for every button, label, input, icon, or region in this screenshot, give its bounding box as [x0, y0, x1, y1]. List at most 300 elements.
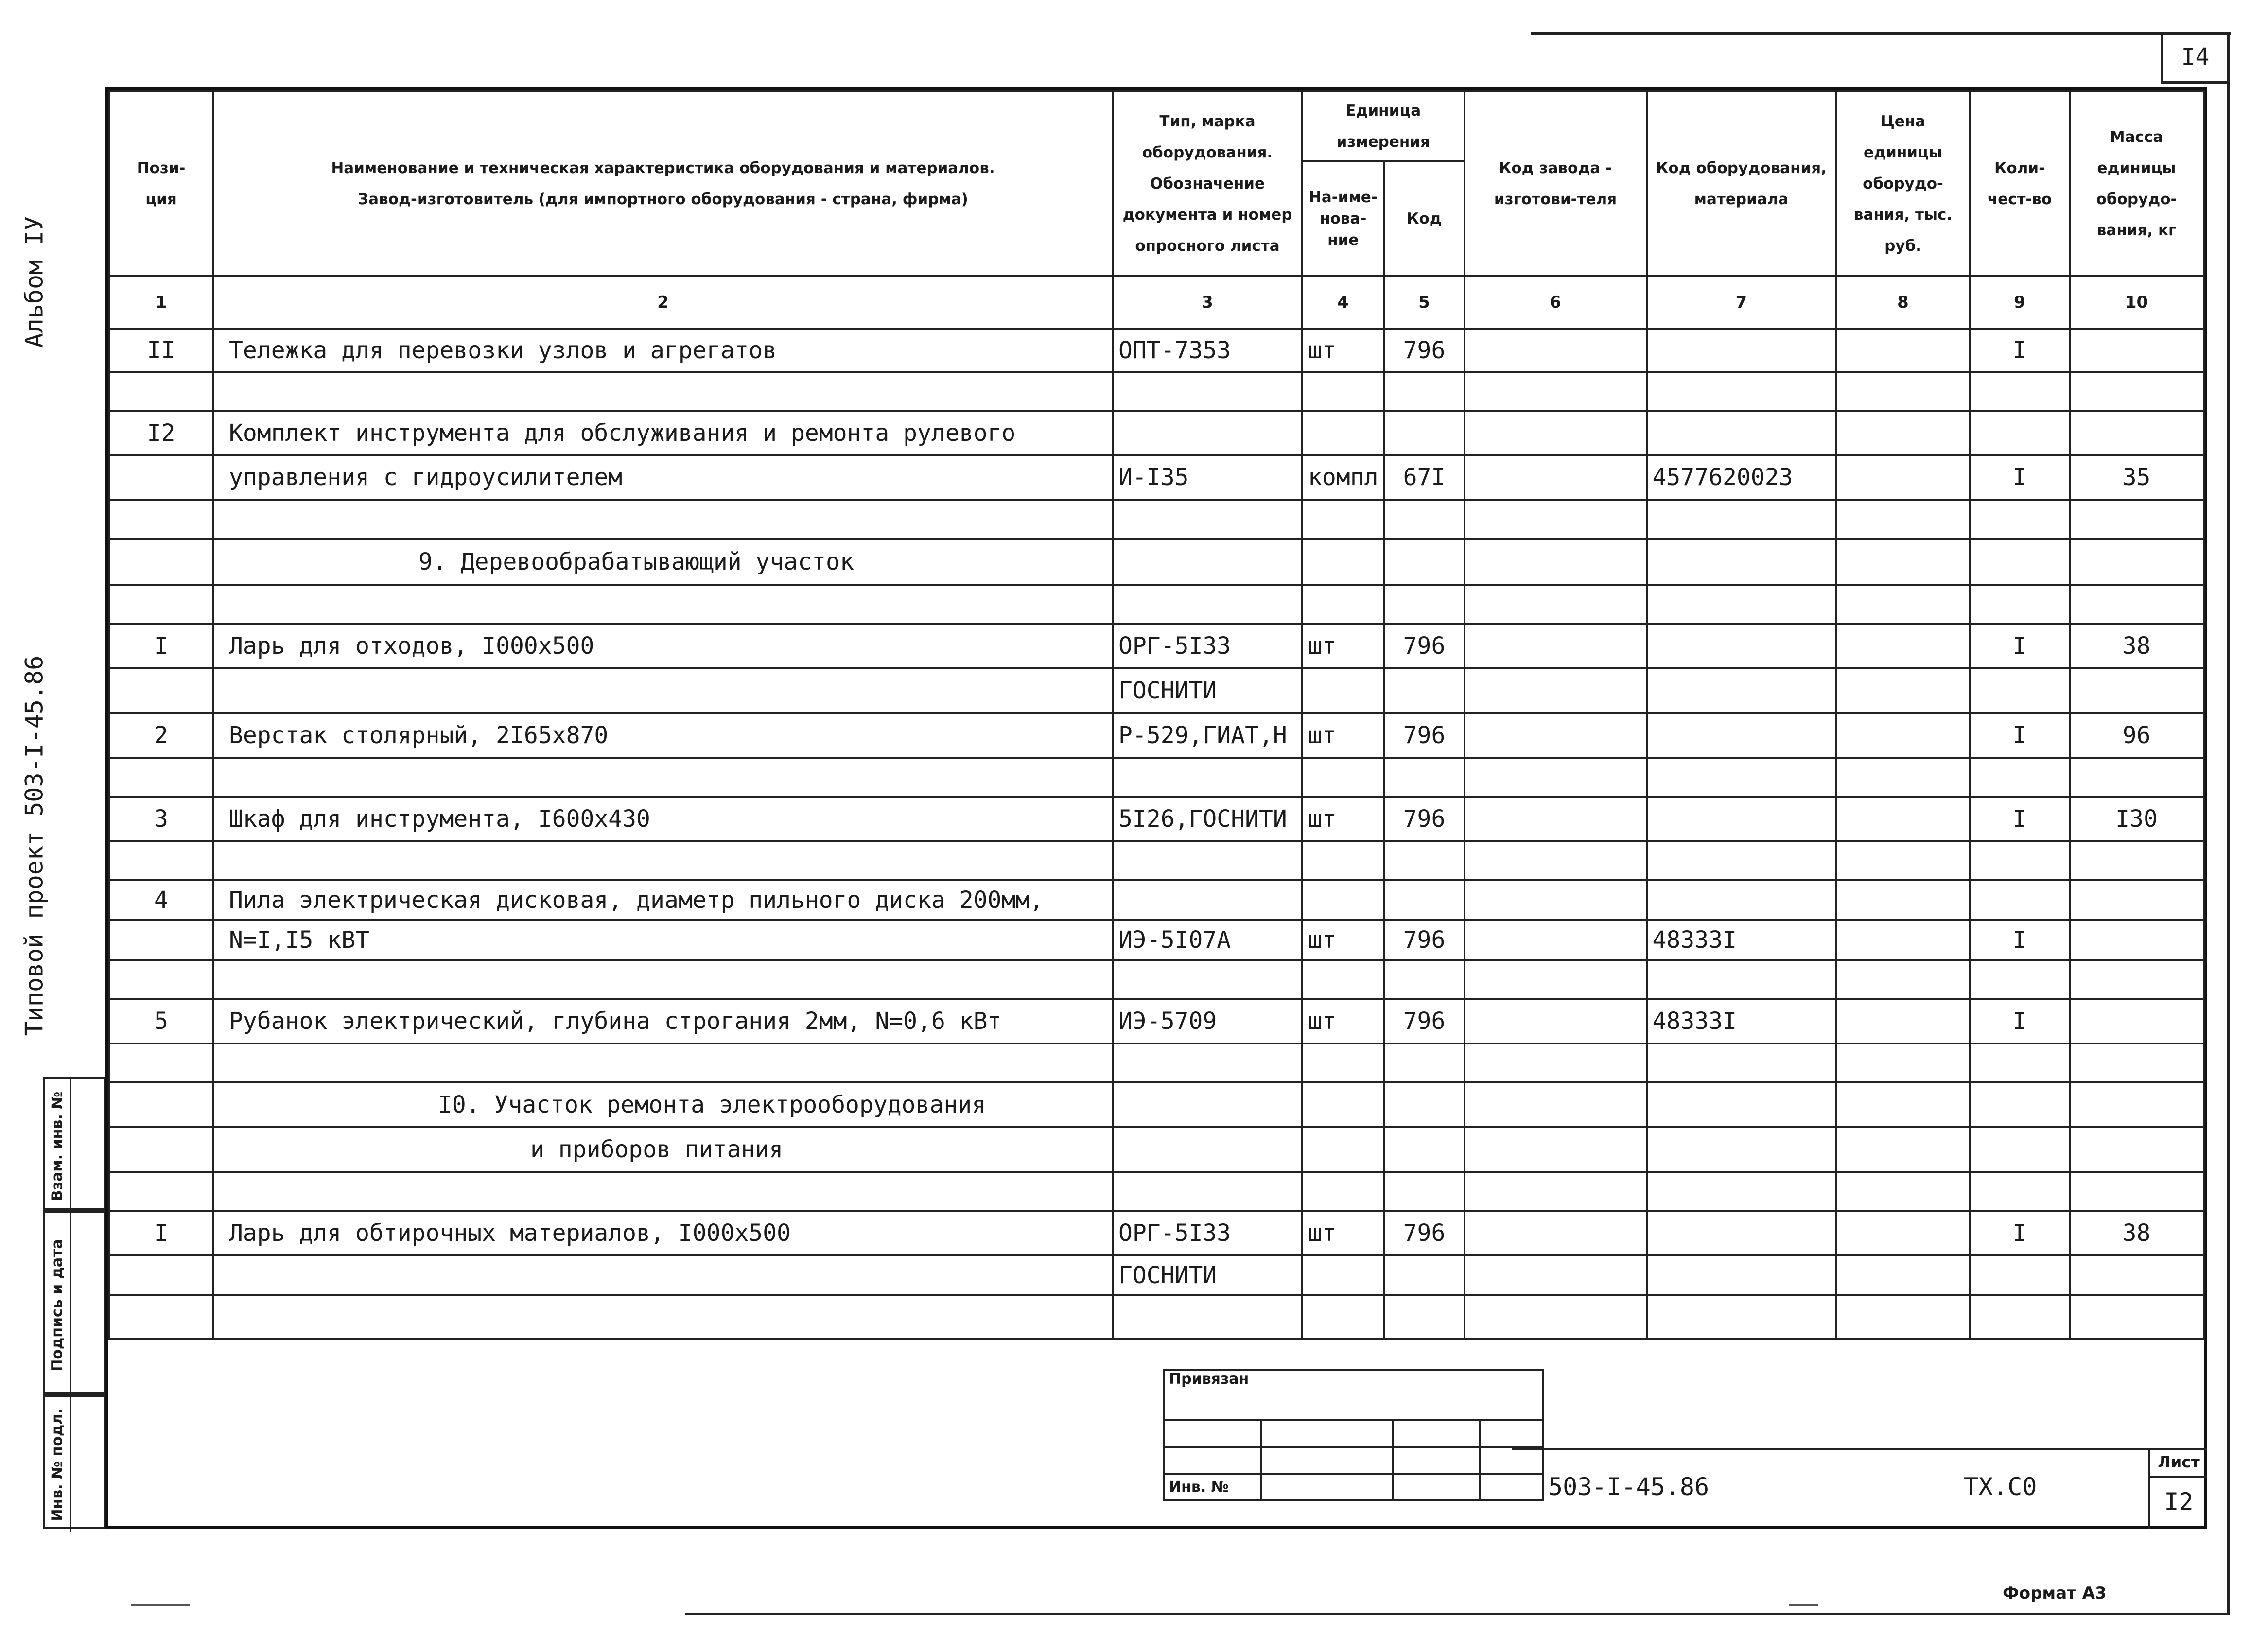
cell-unit-name: шт — [1302, 797, 1384, 841]
cell-mass — [2070, 1082, 2204, 1127]
cell-mass: 38 — [2070, 1211, 2204, 1255]
cell-quantity — [1970, 668, 2070, 713]
cell-material-code — [1647, 960, 1836, 999]
cell-quantity — [1970, 372, 2070, 411]
cell-position — [109, 1127, 213, 1172]
cell-unit-name: шт — [1302, 1211, 1384, 1255]
corner-sheet-number: I4 — [2161, 32, 2227, 84]
cell-mass — [2070, 758, 2204, 797]
cell-price — [1836, 797, 1970, 841]
cell-unit-code — [1384, 1044, 1465, 1082]
cell-unit-code — [1384, 880, 1465, 920]
cell-price — [1836, 999, 1970, 1044]
cell-type-mark — [1113, 1295, 1302, 1339]
table-row — [109, 539, 2204, 585]
cell-position — [109, 920, 213, 960]
frame-right-line — [2227, 32, 2230, 1615]
table-row — [109, 668, 2204, 713]
header-name-line2: Завод-изготовитель (для импортного оборудования - страна, фирма) — [358, 190, 968, 208]
format-label: Формат А3 — [2003, 1584, 2107, 1603]
cell-quantity — [1970, 411, 2070, 455]
cell-mass — [2070, 841, 2204, 880]
cell-unit-code — [1384, 1172, 1465, 1211]
title-top-line — [1512, 1448, 2207, 1450]
cell-plant-code — [1465, 713, 1647, 758]
cell-quantity: I — [1970, 999, 2070, 1044]
bottom-dash-2 — [1789, 1604, 1818, 1606]
cell-quantity: I — [1970, 797, 2070, 841]
cell-unit-code: 796 — [1384, 920, 1465, 960]
cell-name: 9. Деревообрабатывающий участок — [213, 539, 1113, 585]
header-material-code: Код оборудования, материала — [1647, 91, 1836, 276]
cell-unit-name — [1302, 411, 1384, 455]
cell-name: и приборов питания — [213, 1127, 1113, 1172]
cell-unit-name — [1302, 1127, 1384, 1172]
cell-unit-code: 796 — [1384, 999, 1465, 1044]
cell-position — [109, 500, 213, 539]
cell-unit-name — [1302, 758, 1384, 797]
cell-name: N=I,I5 кВТ — [213, 920, 1113, 960]
cell-mass: 35 — [2070, 455, 2204, 500]
cell-type-mark — [1113, 1127, 1302, 1172]
cell-type-mark: 5I26,ГОСНИТИ — [1113, 797, 1302, 841]
project-label: Типовой проект 503-I-45.86 — [20, 655, 49, 1036]
stamp-label-signature-date: Подпись и дата — [49, 1238, 66, 1372]
cell-unit-code: 67I — [1384, 455, 1465, 500]
cell-type-mark — [1113, 372, 1302, 411]
cell-type-mark: ИЭ-5I07А — [1113, 920, 1302, 960]
cell-quantity — [1970, 880, 2070, 920]
cell-material-code: 48333I — [1647, 920, 1836, 960]
cell-quantity: I — [1970, 713, 2070, 758]
cell-unit-name: шт — [1302, 999, 1384, 1044]
cell-mass — [2070, 411, 2204, 455]
cell-name: Тележка для перевозки узлов и агрегатов — [213, 329, 1113, 372]
cell-quantity: I — [1970, 329, 2070, 372]
header-unit-code: Код — [1384, 161, 1465, 276]
cell-price — [1836, 920, 1970, 960]
header-mass: Масса единицы оборудо-вания, кг — [2070, 91, 2204, 276]
table-row — [109, 758, 2204, 797]
cell-material-code: 48333I — [1647, 999, 1836, 1044]
cell-type-mark — [1113, 500, 1302, 539]
cell-name: I0. Участок ремонта электрооборудования — [213, 1082, 1113, 1127]
cell-quantity — [1970, 500, 2070, 539]
cell-quantity: I — [1970, 624, 2070, 668]
cell-plant-code — [1465, 668, 1647, 713]
cell-unit-code — [1384, 668, 1465, 713]
cell-material-code — [1647, 841, 1836, 880]
table-row — [109, 1127, 2204, 1172]
cell-unit-name — [1302, 880, 1384, 920]
cell-plant-code — [1465, 758, 1647, 797]
cell-material-code — [1647, 880, 1836, 920]
cell-name — [213, 758, 1113, 797]
cell-material-code — [1647, 500, 1836, 539]
cell-name — [213, 668, 1113, 713]
project-label-box — [15, 655, 53, 1036]
cell-unit-name: шт — [1302, 920, 1384, 960]
table-row — [109, 1211, 2204, 1255]
cell-plant-code — [1465, 1082, 1647, 1127]
cell-quantity: I — [1970, 455, 2070, 500]
header-quantity: Коли-чест-во — [1970, 91, 2070, 276]
cell-quantity — [1970, 758, 2070, 797]
cell-unit-code — [1384, 1127, 1465, 1172]
cell-position: II — [109, 329, 213, 372]
stamp-box-original-inv — [43, 1395, 106, 1529]
cell-name — [213, 960, 1113, 999]
cell-name: Комплект инструмента для обслуживания и ремонта рулевого — [213, 411, 1113, 455]
cell-price — [1836, 841, 1970, 880]
cell-price — [1836, 960, 1970, 999]
cell-mass — [2070, 329, 2204, 372]
cell-unit-code: 796 — [1384, 797, 1465, 841]
cell-material-code — [1647, 1295, 1836, 1339]
cell-name: Шкаф для инструмента, I600x430 — [213, 797, 1113, 841]
table-row — [109, 960, 2204, 999]
cell-unit-code: 796 — [1384, 329, 1465, 372]
cell-price — [1836, 1082, 1970, 1127]
column-number-6: 6 — [1465, 276, 1647, 329]
cell-mass — [2070, 960, 2204, 999]
cell-unit-code — [1384, 372, 1465, 411]
cell-mass — [2070, 372, 2204, 411]
cell-quantity — [1970, 585, 2070, 624]
stamp-label-original-inv: Инв. № подл. — [49, 1408, 66, 1521]
cell-unit-name — [1302, 960, 1384, 999]
header-position: Пози- ция — [109, 91, 213, 276]
cell-unit-code — [1384, 539, 1465, 585]
cell-quantity — [1970, 960, 2070, 999]
cell-name — [213, 372, 1113, 411]
cell-type-mark: И-I35 — [1113, 455, 1302, 500]
cell-name: Ларь для отходов, I000x500 — [213, 624, 1113, 668]
cell-material-code — [1647, 758, 1836, 797]
cell-unit-code — [1384, 758, 1465, 797]
cell-position: I — [109, 624, 213, 668]
cell-price — [1836, 1172, 1970, 1211]
table-row — [109, 797, 2204, 841]
cell-position — [109, 1082, 213, 1127]
table-row — [109, 1044, 2204, 1082]
cell-unit-name — [1302, 585, 1384, 624]
spec-table — [108, 90, 2205, 1340]
column-number-3: 3 — [1113, 276, 1302, 329]
table-row — [109, 372, 2204, 411]
cell-material-code — [1647, 624, 1836, 668]
table-row — [109, 1082, 2204, 1127]
cell-name — [213, 500, 1113, 539]
cell-position: 5 — [109, 999, 213, 1044]
album-label-box — [15, 216, 53, 348]
table-row — [109, 455, 2204, 500]
cell-material-code — [1647, 1127, 1836, 1172]
cell-material-code — [1647, 372, 1836, 411]
column-number-8: 8 — [1836, 276, 1970, 329]
cell-name — [213, 585, 1113, 624]
cell-price — [1836, 1127, 1970, 1172]
cell-type-mark: ИЭ-5709 — [1113, 999, 1302, 1044]
cell-quantity — [1970, 1044, 2070, 1082]
cell-name: Ларь для обтирочных материалов, I000x500 — [213, 1211, 1113, 1255]
cell-material-code — [1647, 585, 1836, 624]
cell-quantity — [1970, 1172, 2070, 1211]
cell-unit-code — [1384, 1255, 1465, 1295]
header-unit-group: Единица измерения — [1302, 91, 1465, 161]
column-number-1: 1 — [109, 276, 213, 329]
cell-unit-name — [1302, 500, 1384, 539]
cell-unit-name: компл — [1302, 455, 1384, 500]
table-row — [109, 880, 2204, 920]
cell-unit-code: 796 — [1384, 1211, 1465, 1255]
cell-mass — [2070, 880, 2204, 920]
cell-type-mark — [1113, 1044, 1302, 1082]
cell-price — [1836, 411, 1970, 455]
cell-type-mark — [1113, 1082, 1302, 1127]
cell-plant-code — [1465, 411, 1647, 455]
cell-mass — [2070, 1172, 2204, 1211]
cell-plant-code — [1465, 880, 1647, 920]
cell-position: I — [109, 1211, 213, 1255]
cell-unit-code — [1384, 585, 1465, 624]
table-row — [109, 500, 2204, 539]
cell-mass — [2070, 539, 2204, 585]
cell-quantity — [1970, 1082, 2070, 1127]
cell-name: Рубанок электрический, глубина строгания 2мм, N=0,6 кВт — [213, 999, 1113, 1044]
cell-price — [1836, 624, 1970, 668]
cell-position — [109, 585, 213, 624]
cell-name — [213, 1255, 1113, 1295]
cell-plant-code — [1465, 920, 1647, 960]
sheet-box — [2148, 1448, 2207, 1529]
cell-price — [1836, 329, 1970, 372]
cell-unit-name — [1302, 539, 1384, 585]
header-name-line1: Наименование и техническая характеристика оборудования и материалов. — [331, 159, 995, 177]
cell-unit-code — [1384, 500, 1465, 539]
cell-type-mark: Р-529,ГИАТ,Н — [1113, 713, 1302, 758]
cell-material-code — [1647, 1255, 1836, 1295]
cell-position — [109, 841, 213, 880]
table-row — [109, 1255, 2204, 1295]
cell-position — [109, 455, 213, 500]
cell-price — [1836, 758, 1970, 797]
cell-price — [1836, 1295, 1970, 1339]
cell-type-mark — [1113, 960, 1302, 999]
cell-type-mark — [1113, 758, 1302, 797]
table-row — [109, 624, 2204, 668]
cell-plant-code — [1465, 1211, 1647, 1255]
cell-unit-code — [1384, 841, 1465, 880]
cell-unit-code — [1384, 960, 1465, 999]
cell-plant-code — [1465, 841, 1647, 880]
header-price: Цена единицы оборудо-вания, тыс. руб. — [1836, 91, 1970, 276]
cell-type-mark — [1113, 841, 1302, 880]
table-row — [109, 999, 2204, 1044]
cell-unit-name: шт — [1302, 329, 1384, 372]
cell-mass — [2070, 585, 2204, 624]
cell-material-code: 4577620023 — [1647, 455, 1836, 500]
cell-price — [1836, 668, 1970, 713]
title-stamp — [1163, 1369, 1544, 1501]
cell-plant-code — [1465, 329, 1647, 372]
cell-material-code — [1647, 539, 1836, 585]
cell-unit-name — [1302, 1082, 1384, 1127]
cell-material-code — [1647, 1082, 1836, 1127]
cell-unit-name — [1302, 668, 1384, 713]
cell-type-mark: ОПТ-7353 — [1113, 329, 1302, 372]
cell-quantity: I — [1970, 920, 2070, 960]
cell-name — [213, 1172, 1113, 1211]
cell-name — [213, 1044, 1113, 1082]
frame-top-line — [1531, 32, 2231, 35]
cell-unit-name — [1302, 1255, 1384, 1295]
cell-name: управления с гидроусилителем — [213, 455, 1113, 500]
cell-unit-code — [1384, 411, 1465, 455]
cell-price — [1836, 372, 1970, 411]
cell-plant-code — [1465, 372, 1647, 411]
cell-position — [109, 539, 213, 585]
cell-price — [1836, 713, 1970, 758]
cell-position: I2 — [109, 411, 213, 455]
cell-material-code — [1647, 329, 1836, 372]
cell-type-mark — [1113, 539, 1302, 585]
cell-position — [109, 960, 213, 999]
cell-unit-name — [1302, 372, 1384, 411]
cell-quantity: I — [1970, 1211, 2070, 1255]
cell-price — [1836, 455, 1970, 500]
stamp-box-signature-date — [43, 1210, 106, 1395]
cell-type-mark — [1113, 585, 1302, 624]
cell-position — [109, 758, 213, 797]
cell-position — [109, 1044, 213, 1082]
frame-bottom-line — [685, 1613, 2230, 1615]
cell-mass — [2070, 1255, 2204, 1295]
cell-plant-code — [1465, 999, 1647, 1044]
cell-position — [109, 1295, 213, 1339]
cell-quantity — [1970, 1295, 2070, 1339]
column-number-9: 9 — [1970, 276, 2070, 329]
cell-quantity — [1970, 1255, 2070, 1295]
cell-type-mark: ГОСНИТИ — [1113, 1255, 1302, 1295]
cell-unit-code — [1384, 1082, 1465, 1127]
cell-quantity — [1970, 841, 2070, 880]
cell-material-code — [1647, 668, 1836, 713]
bottom-dash-1 — [131, 1604, 190, 1606]
table-row — [109, 920, 2204, 960]
column-number-10: 10 — [2070, 276, 2204, 329]
cell-type-mark: ГОСНИТИ — [1113, 668, 1302, 713]
cell-plant-code — [1465, 624, 1647, 668]
cell-price — [1836, 1211, 1970, 1255]
cell-unit-name: шт — [1302, 713, 1384, 758]
cell-mass: 96 — [2070, 713, 2204, 758]
column-number-5: 5 — [1384, 276, 1465, 329]
cell-material-code — [1647, 713, 1836, 758]
cell-unit-code: 796 — [1384, 624, 1465, 668]
cell-mass — [2070, 1127, 2204, 1172]
cell-unit-code: 796 — [1384, 713, 1465, 758]
cell-plant-code — [1465, 500, 1647, 539]
cell-unit-name — [1302, 1172, 1384, 1211]
cell-position — [109, 1172, 213, 1211]
cell-plant-code — [1465, 1127, 1647, 1172]
sheet-number: I2 — [2164, 1488, 2194, 1516]
cell-position: 3 — [109, 797, 213, 841]
header-plant-code: Код завода - изготови-теля — [1465, 91, 1647, 276]
cell-unit-name — [1302, 1295, 1384, 1339]
table-row — [109, 1172, 2204, 1211]
column-number-7: 7 — [1647, 276, 1836, 329]
cell-type-mark — [1113, 880, 1302, 920]
cell-position: 2 — [109, 713, 213, 758]
cell-plant-code — [1465, 1255, 1647, 1295]
cell-name — [213, 1295, 1113, 1339]
table-row — [109, 713, 2204, 758]
cell-unit-name — [1302, 841, 1384, 880]
cell-material-code — [1647, 797, 1836, 841]
cell-mass: 38 — [2070, 624, 2204, 668]
header-type: Тип, марка оборудования. Обозначение документа и номер опросного листа — [1113, 91, 1302, 276]
cell-mass — [2070, 999, 2204, 1044]
cell-position — [109, 668, 213, 713]
cell-name: Пила электрическая дисковая, диаметр пильного диска 200мм, — [213, 880, 1113, 920]
cell-position: 4 — [109, 880, 213, 920]
cell-mass — [2070, 500, 2204, 539]
cell-material-code — [1647, 1044, 1836, 1082]
cell-price — [1836, 880, 1970, 920]
bound-label: Привязан — [1164, 1370, 1543, 1420]
cell-mass: I30 — [2070, 797, 2204, 841]
doc-code: 503-I-45.86 — [1548, 1473, 1710, 1501]
sheet-label: Лист — [2150, 1448, 2207, 1478]
column-number-4: 4 — [1302, 276, 1384, 329]
cell-material-code — [1647, 1211, 1836, 1255]
cell-plant-code — [1465, 585, 1647, 624]
cell-plant-code — [1465, 797, 1647, 841]
cell-type-mark: ОРГ-5I33 — [1113, 624, 1302, 668]
doc-mark: ТХ.С0 — [1964, 1473, 2037, 1501]
cell-price — [1836, 500, 1970, 539]
cell-position — [109, 372, 213, 411]
cell-name: Верстак столярный, 2I65x870 — [213, 713, 1113, 758]
table-row — [109, 585, 2204, 624]
cell-unit-code — [1384, 1295, 1465, 1339]
header-name — [213, 91, 1113, 276]
cell-quantity — [1970, 1127, 2070, 1172]
cell-type-mark — [1113, 411, 1302, 455]
header-unit-name: На-име-нова-ние — [1302, 161, 1384, 276]
cell-plant-code — [1465, 1295, 1647, 1339]
table-row — [109, 329, 2204, 372]
stamp-label-replace-inv: Взам. инв. № — [49, 1091, 66, 1201]
cell-mass — [2070, 1295, 2204, 1339]
album-label: Альбом IУ — [20, 216, 48, 348]
cell-mass — [2070, 920, 2204, 960]
cell-material-code — [1647, 1172, 1836, 1211]
table-row — [109, 411, 2204, 455]
cell-price — [1836, 539, 1970, 585]
cell-unit-name: шт — [1302, 624, 1384, 668]
cell-material-code — [1647, 411, 1836, 455]
stamp-box-replace-inv — [43, 1077, 106, 1210]
cell-quantity — [1970, 539, 2070, 585]
cell-name — [213, 841, 1113, 880]
cell-plant-code — [1465, 455, 1647, 500]
cell-price — [1836, 1255, 1970, 1295]
cell-price — [1836, 585, 1970, 624]
cell-type-mark: ОРГ-5I33 — [1113, 1211, 1302, 1255]
